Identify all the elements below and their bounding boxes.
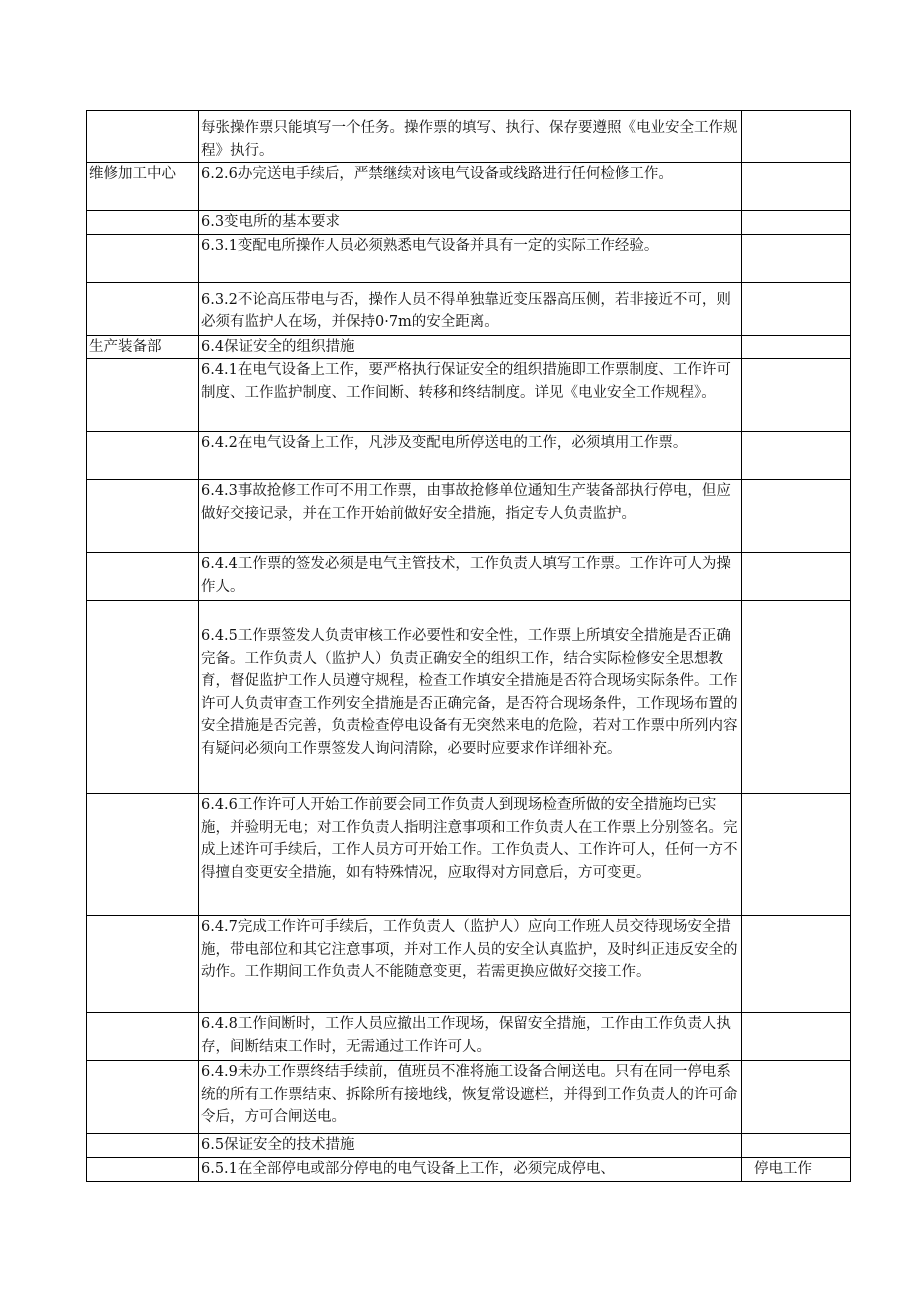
dept-cell [87, 794, 199, 916]
note-cell [742, 916, 851, 1013]
content-cell: 6.4.7完成工作许可手续后，工作负责人（监护人）应向工作班人员交待现场安全措施，带电部位和其它注意事项，并对工作人员的安全认真监护，及时纠正违反安全的动作。工作期间工作负责人不能随意变更，若需更换应做好交接工作。 [199, 916, 742, 1013]
table-row [87, 211, 851, 235]
dept-cell [87, 234, 199, 282]
content-cell: 6.2.6办完送电手续后，严禁继续对该电气设备或线路进行任何检修工作。 [199, 163, 742, 211]
table-row [87, 601, 851, 794]
table-row [87, 916, 851, 1013]
content-cell: 6.4.5工作票签发人负责审核工作必要性和安全性，工作票上所填安全措施是否正确完备。工作负责人（监护人）负责正确安全的组织工作，结合实际检修安全思想教育，督促监护工作人员遵守规程，检查工作填安全措施是否符合现场实际条件。工作许可人负责审查工作列安全措施是否正确完备，是否符合现场条件，工作现场布置的安全措施是否完善，负责检查停电设备有无突然来电的危险，若对工作票中所列内容有疑问必须向工作票签发人询问清除，必要时应要求作详细补充。 [199, 601, 742, 794]
note-cell [742, 553, 851, 601]
dept-cell [87, 1013, 199, 1061]
content-cell: 6.4保证安全的组织措施 [199, 335, 742, 359]
procedure-table [86, 110, 851, 1182]
table-row [87, 111, 851, 163]
dept-cell: 维修加工中心 [87, 163, 199, 211]
note-cell: 停电工作 [742, 1157, 851, 1181]
dept-cell [87, 553, 199, 601]
dept-cell [87, 601, 199, 794]
note-cell [742, 1061, 851, 1134]
table-row [87, 1157, 851, 1181]
table-row [87, 1061, 851, 1134]
table-row [87, 553, 851, 601]
note-cell [742, 480, 851, 553]
content-cell: 6.4.2在电气设备上工作，凡涉及变配电所停送电的工作，必须填用工作票。 [199, 432, 742, 480]
table-row [87, 432, 851, 480]
table-row [87, 794, 851, 916]
note-cell [742, 234, 851, 282]
note-cell [742, 601, 851, 794]
content-cell: 6.4.8工作间断时，工作人员应撤出工作现场，保留安全措施，工作由工作负责人执存，间断结束工作时，无需通过工作许可人。 [199, 1013, 742, 1061]
content-cell: 6.4.9未办工作票终结手续前，值班员不准将施工设备合闸送电。只有在同一停电系统的所有工作票结束、拆除所有接地线，恢复常设遮栏，并得到工作负责人的许可命令后，方可合闸送电。 [199, 1061, 742, 1134]
dept-cell: 生产装备部 [87, 335, 199, 359]
dept-cell [87, 282, 199, 335]
dept-cell [87, 432, 199, 480]
content-cell: 6.5保证安全的技术措施 [199, 1134, 742, 1158]
content-cell: 6.3.1变配电所操作人员必须熟悉电气设备并具有一定的实际工作经验。 [199, 234, 742, 282]
content-cell: 6.5.1在全部停电或部分停电的电气设备上工作，必须完成停电、 [199, 1157, 742, 1181]
table-row [87, 1134, 851, 1158]
dept-cell [87, 111, 199, 163]
dept-cell [87, 916, 199, 1013]
note-cell [742, 1013, 851, 1061]
table-row [87, 163, 851, 211]
dept-cell [87, 1134, 199, 1158]
table-row [87, 359, 851, 432]
dept-cell [87, 1061, 199, 1134]
dept-cell [87, 1157, 199, 1181]
note-cell [742, 163, 851, 211]
dept-cell [87, 480, 199, 553]
content-cell: 每张操作票只能填写一个任务。操作票的填写、执行、保存要遵照《电业安全工作规程》执行。 [199, 111, 742, 163]
content-cell: 6.4.3事故抢修工作可不用工作票，由事故抢修单位通知生产装备部执行停电，但应做好交接记录，并在工作开始前做好安全措施，指定专人负责监护。 [199, 480, 742, 553]
table-row [87, 282, 851, 335]
dept-cell [87, 359, 199, 432]
content-cell: 6.4.6工作许可人开始工作前要会同工作负责人到现场检查所做的安全措施均已实施，并验明无电；对工作负责人指明注意事项和工作负责人在工作票上分别签名。完成上述许可手续后，工作人员方可开始工作。工作负责人、工作许可人，任何一方不得擅自变更安全措施，如有特殊情况，应取得对方同意后，方可变更。 [199, 794, 742, 916]
dept-cell [87, 211, 199, 235]
content-cell: 6.3.2不论高压带电与否，操作人员不得单独靠近变压器高压侧，若非接近不可，则必须有监护人在场，并保持0·7m的安全距离。 [199, 282, 742, 335]
note-cell [742, 1134, 851, 1158]
note-cell [742, 432, 851, 480]
table-row [87, 234, 851, 282]
note-cell [742, 111, 851, 163]
table-row [87, 480, 851, 553]
note-cell [742, 359, 851, 432]
note-cell [742, 794, 851, 916]
note-cell [742, 282, 851, 335]
table-row [87, 335, 851, 359]
note-cell [742, 335, 851, 359]
content-cell: 6.4.1在电气设备上工作，要严格执行保证安全的组织措施即工作票制度、工作许可制度、工作监护制度、工作间断、转移和终结制度。详见《电业安全工作规程》。 [199, 359, 742, 432]
content-cell: 6.3变电所的基本要求 [199, 211, 742, 235]
note-cell [742, 211, 851, 235]
table-row [87, 1013, 851, 1061]
content-cell: 6.4.4工作票的签发必须是电气主管技术，工作负责人填写工作票。工作许可人为操作人。 [199, 553, 742, 601]
